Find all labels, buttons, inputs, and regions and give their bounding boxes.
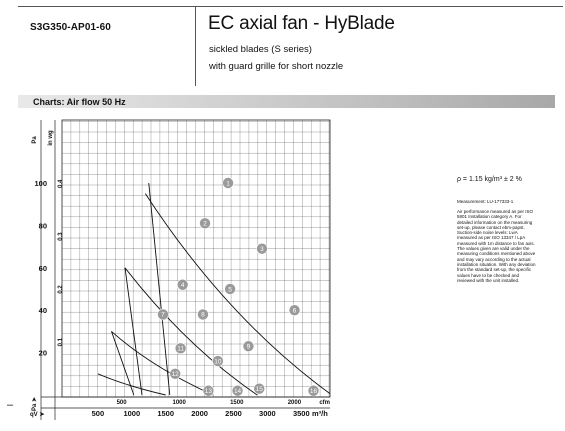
x2-tick-label: 1500 — [230, 400, 244, 406]
x-tick-label: 3000 — [259, 409, 276, 418]
y-unit-label: Pa — [32, 136, 38, 144]
product-title: EC axial fan - HyBlade — [208, 13, 395, 34]
y2-unit-label: in wg — [48, 130, 54, 146]
x-tick-label: 3500 — [292, 409, 310, 418]
operating-point-label: 5 — [228, 286, 232, 294]
product-subtitle-1: sickled blades (S series) — [209, 44, 312, 55]
measurement-id: Measurement: LU-177333-1 — [457, 199, 514, 204]
x2-tick-label: 500 — [116, 400, 127, 406]
operating-point-label: 2 — [203, 220, 207, 228]
y-tick-label: 20 — [38, 348, 47, 358]
x-tick-label: 2000 — [191, 409, 208, 418]
operating-point-label: 1 — [226, 180, 230, 188]
fan-curve — [111, 331, 213, 395]
y2-tick-label: 0.1 — [58, 338, 64, 347]
y2-tick-label: 0.3 — [58, 232, 64, 241]
operating-point-label: 13 — [204, 388, 213, 396]
fan-curve — [98, 374, 166, 395]
y-tick-label: 60 — [38, 263, 47, 273]
y-tick-label: 40 — [38, 306, 47, 316]
operating-point-label: 4 — [180, 282, 185, 290]
plot-frame — [62, 120, 330, 397]
operating-point-label: 14 — [233, 388, 242, 396]
y-tick-label: 80 — [38, 221, 47, 231]
operating-point-label: 8 — [201, 311, 205, 319]
x2-unit-label: cfm — [319, 400, 330, 406]
y2-tick-label: 0.4 — [58, 179, 64, 189]
model-number: S3G350-AP01-60 — [30, 22, 111, 33]
operating-point-label: 16 — [309, 388, 318, 396]
operating-point-label: 7 — [161, 311, 165, 319]
operating-point-label: 11 — [177, 345, 184, 353]
x-tick-label: 500 — [91, 409, 105, 418]
fan-curve — [145, 194, 331, 395]
x-unit-label: m³/h — [312, 409, 328, 418]
y-tick-label: 100 — [34, 179, 47, 188]
air-density: ρ = 1.15 kg/m³ ± 2 % — [457, 176, 522, 183]
x-tick-label: 2500 — [225, 409, 242, 418]
operating-point-label: 15 — [255, 385, 263, 393]
section-title: Charts: Air flow 50 Hz — [33, 97, 126, 107]
operating-point-label: 6 — [292, 307, 297, 315]
measurement-notes: Air performance measured as per ISO 5801 Installation category A. For detailed information on the measuring set-up, please contact ebm-papst. Suction-side noise levels: LwA measured as per ISO 13347 / LpA measured with 1m distance to fan axis. The values given are valid under the measuring conditions mentioned above and may vary according to the actual installation situation. With any deviation from the standard set-up, the specific values have to be checked and reviewed with the unit installed. — [457, 209, 536, 283]
operating-point-label: 3 — [260, 246, 264, 254]
y-axis-symbol: Pa ➤ — [32, 396, 38, 412]
operating-point-label: 9 — [246, 343, 251, 351]
x2-tick-label: 1000 — [172, 400, 186, 406]
x2-tick-label: 2000 — [287, 400, 302, 406]
x-axis-symbol: qV ➤ — [30, 412, 45, 418]
x-tick-label: 1000 — [123, 409, 141, 418]
product-subtitle-2: with guard grille for short nozzle — [209, 61, 344, 72]
operating-point-label: 12 — [171, 371, 179, 379]
y2-tick-label: 0.2 — [58, 285, 64, 294]
margin-dash: – — [7, 399, 14, 411]
operating-point-label: 10 — [214, 358, 222, 366]
x-tick-label: 1500 — [157, 409, 175, 418]
